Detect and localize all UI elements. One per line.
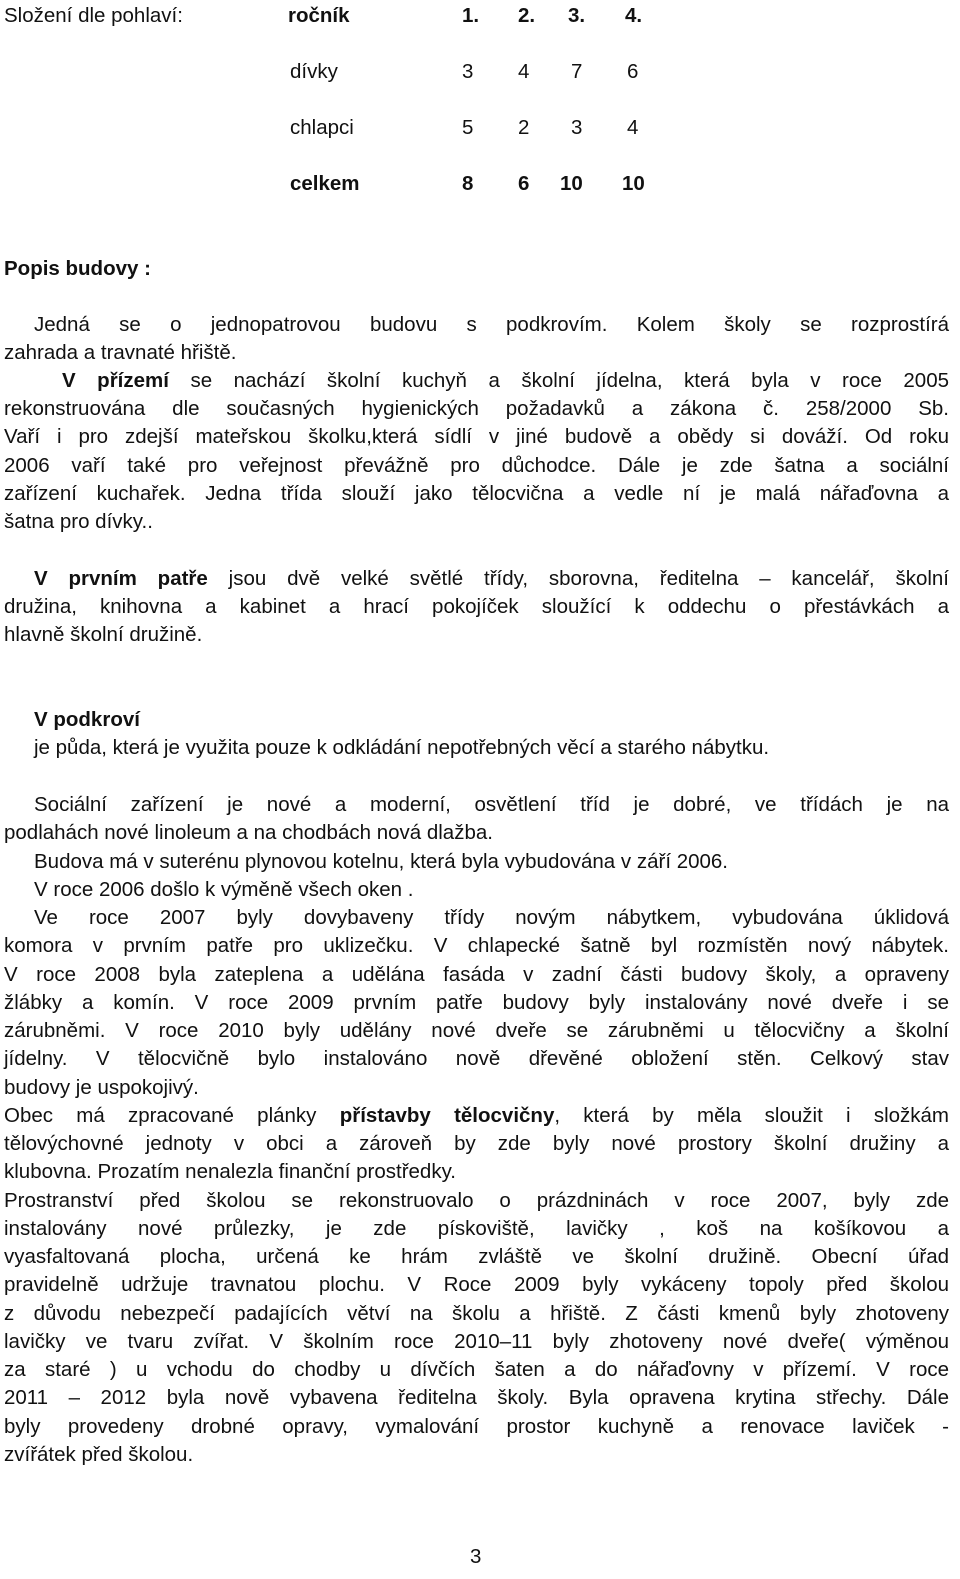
- grade-header-4: 4.: [625, 4, 643, 27]
- cell-total-2: 6: [518, 172, 530, 195]
- text-line: z důvodu nebezpečí padajících větví na školu a hřiště. Z části kmenů byly zhotoveny: [4, 1302, 949, 1325]
- text-line: klubovna. Prozatím nenalezla finanční prostředky.: [4, 1160, 457, 1183]
- text-line: je půda, která je využita pouze k odkládání nepotřebných věcí a starého nábytku.: [34, 736, 770, 759]
- cell-boys-1: 5: [462, 116, 474, 139]
- text-line: vyasfaltovaná plocha, určená ke hrám zvláště ve školní družině. Obecní úřad: [4, 1245, 949, 1268]
- text-line: instalovány nové průlezky, je zde pískoviště, lavičky , koš na košíkovou a: [4, 1217, 949, 1240]
- text-line: Sociální zařízení je nové a moderní, osvětlení tříd je dobré, ve třídách je na: [34, 793, 949, 816]
- row-label-total: celkem: [290, 172, 360, 195]
- text-line: zařízení kuchařek. Jedna třída slouží jako tělocvična a vedle ní je malá nářaďovna a: [4, 482, 949, 505]
- grade-header-2: 2.: [518, 4, 536, 27]
- text-line: komora v prvním patře pro uklizečku. V chlapecké šatně byl rozmístěn nový nábytek.: [4, 934, 949, 957]
- text-line: byly provedeny drobné opravy, vymalování prostor kuchyně a renovace laviček -: [4, 1415, 949, 1438]
- text-line: V roce 2008 byla zateplena a udělána fasáda v zadní části budovy školy, a opraveny: [4, 963, 949, 986]
- composition-label: Složení dle pohlaví:: [4, 4, 183, 27]
- text-line: zvířátek před školou.: [4, 1443, 194, 1466]
- text-line: žlábky a komín. V roce 2009 prvním patře budovy byly instalovány nové dveře i se: [4, 991, 949, 1014]
- cell-total-4: 10: [622, 172, 645, 195]
- cell-girls-4: 6: [627, 60, 639, 83]
- gym-extension-bold: přístavby tělocvičny: [339, 1104, 555, 1127]
- grade-header-3: 3.: [568, 4, 586, 27]
- cell-girls-1: 3: [462, 60, 474, 83]
- text-line: hlavně školní družině.: [4, 623, 203, 646]
- row-label-boys: chlapci: [290, 116, 354, 139]
- text-line: jídelny. V tělocvičně bylo instalováno nově dřevěné obložení stěn. Celkový stav: [4, 1047, 949, 1070]
- text-line: V roce 2006 došlo k výměně všech oken .: [34, 878, 414, 901]
- ground-floor-lead: V přízemí: [62, 369, 169, 392]
- text-line: 2006 vaří také pro veřejnost převážně pro důchodce. Dále je zde šatna a sociální: [4, 454, 949, 477]
- text-line: lavičky ve tvaru zvířat. V školním roce 2010–11 byly zhotoveny nové dveře( výměnou: [4, 1330, 949, 1353]
- attic-lead: V podkroví: [34, 708, 140, 731]
- text-line: rekonstruována dle současných hygienických požadavků a zákona č. 258/2000 Sb.: [4, 397, 949, 420]
- text-line: družina, knihovna a kabinet a hrací pokojíček sloužící k oddechu o přestávkách a: [4, 595, 949, 618]
- grade-header-1: 1.: [462, 4, 480, 27]
- text-line: Vaří i pro zdejší mateřskou školku,která sídlí v jiné budově a obědy si dováží. Od roku: [4, 425, 949, 448]
- text-line: Jedná se o jednopatrovou budovu s podkrovím. Kolem školy se rozprostírá: [34, 313, 949, 336]
- text-line: podlahách nové linoleum a na chodbách nová dlažba.: [4, 821, 493, 844]
- cell-girls-3: 7: [571, 60, 583, 83]
- text-line: zárubněmi. V roce 2010 byly udělány nové dveře se zárubněmi u tělocvičny a školní: [4, 1019, 949, 1042]
- grade-header-label: ročník: [288, 4, 350, 27]
- cell-total-3: 10: [560, 172, 583, 195]
- text-line: V prvním patře jsou dvě velké světlé třídy, sborovna, ředitelna – kancelář, školní: [34, 567, 949, 590]
- text-line: Budova má v suterénu plynovou kotelnu, která byla vybudována v září 2006.: [34, 850, 729, 873]
- text-line: Ve roce 2007 byly dovybaveny třídy novým nábytkem, vybudována úklidová: [34, 906, 949, 929]
- text-line: V přízemí se nachází školní kuchyň a školní jídelna, která byla v roce 2005: [62, 369, 949, 392]
- cell-boys-4: 4: [627, 116, 639, 139]
- building-heading: Popis budovy :: [4, 257, 151, 280]
- text-line: Prostranství před školou se rekonstruovalo o prázdninách v roce 2007, byly zde: [4, 1189, 949, 1212]
- text-line: pravidelně udržuje travnatou plochu. V Roce 2009 byly vykáceny topoly před školou: [4, 1273, 949, 1296]
- cell-boys-2: 2: [518, 116, 530, 139]
- cell-total-1: 8: [462, 172, 474, 195]
- text-line: budovy je uspokojivý.: [4, 1076, 199, 1099]
- text-line: zahrada a travnaté hřiště.: [4, 341, 237, 364]
- text-line: 2011 – 2012 byla nově vybavena ředitelna školy. Byla opravena krytina střechy. Dále: [4, 1386, 949, 1409]
- cell-girls-2: 4: [518, 60, 530, 83]
- text-line: za staré ) u vchodu do chodby u dívčích šaten a do nářaďovny v přízemí. V roce: [4, 1358, 949, 1381]
- cell-boys-3: 3: [571, 116, 583, 139]
- first-floor-lead: V prvním patře: [34, 567, 208, 590]
- text-line: Obec má zpracované plánky přístavby tělocvičny, která by měla sloužit i složkám: [4, 1104, 949, 1127]
- text-line: tělovýchovné jednoty v obci a zároveň by zde byly nové prostory školní družiny a: [4, 1132, 949, 1155]
- page-number: 3: [470, 1545, 482, 1568]
- row-label-girls: dívky: [290, 60, 338, 83]
- text-line: šatna pro dívky..: [4, 510, 153, 533]
